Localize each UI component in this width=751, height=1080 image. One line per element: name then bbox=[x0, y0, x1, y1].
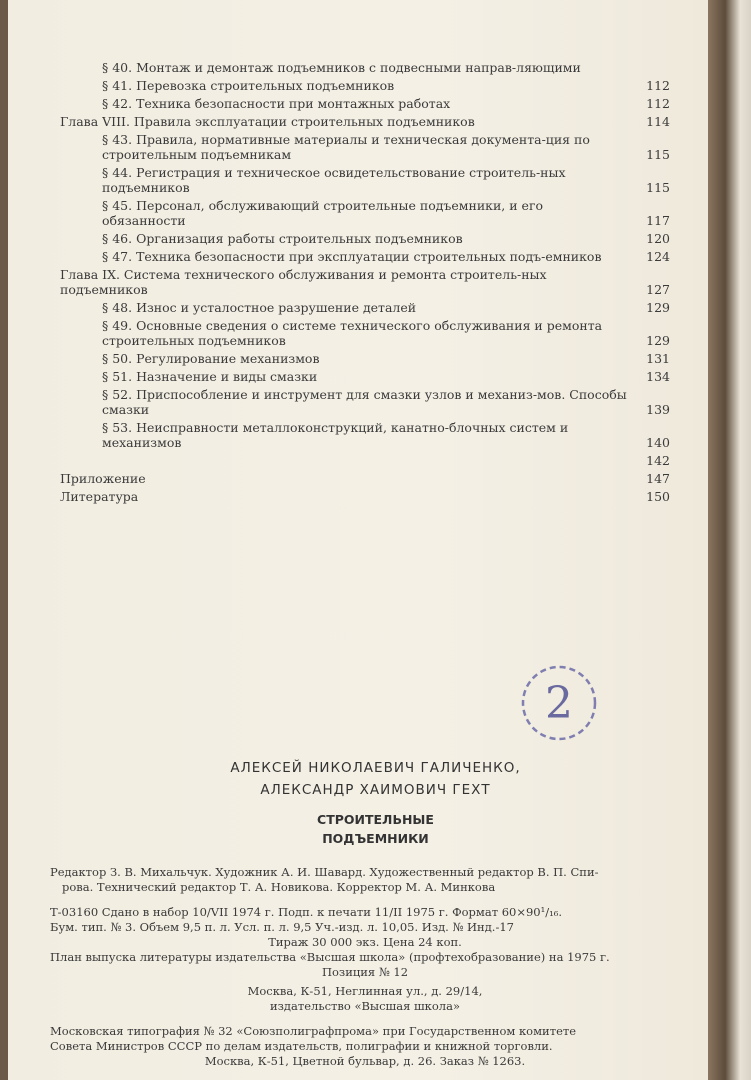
toc-entry bbox=[60, 489, 670, 504]
imprint-printer-3: Москва, К-51, Цветной бульвар, д. 26. Заказ № 1263. bbox=[204, 1054, 526, 1068]
toc-entry-page: 134 bbox=[646, 369, 670, 384]
toc-entry-title: § 44. Регистрация и техническое освидетельствование строитель-ных подъемников bbox=[102, 165, 566, 195]
toc-entry bbox=[60, 96, 670, 111]
toc-entry-page: 124 bbox=[646, 249, 670, 264]
imprint-editors-2: рова. Технический редактор Т. А. Новикова. Корректор М. А. Минкова bbox=[62, 880, 496, 894]
toc-entry-title: § 47. Техника безопасности при эксплуатации строительных подъ-емников bbox=[102, 249, 602, 264]
toc-entry bbox=[60, 165, 670, 195]
imprint-printer-1: Московская типография № 32 «Союзполиграфпрома» при Государственном комитете bbox=[50, 1024, 577, 1038]
imprint-tech-3: Тираж 30 000 экз. Цена 24 коп. bbox=[268, 935, 462, 949]
toc-entry-title: Глава VIII. Правила эксплуатации строительных подъемников bbox=[60, 114, 475, 129]
toc-entry-page: 142 bbox=[646, 453, 670, 468]
toc-entry bbox=[60, 249, 670, 264]
toc-entry-page: 129 bbox=[646, 333, 670, 348]
toc-entry-page: 115 bbox=[646, 147, 670, 162]
toc-entry-page: 112 bbox=[646, 78, 670, 93]
toc-entry-page: 140 bbox=[646, 435, 670, 450]
toc-entry bbox=[60, 420, 670, 450]
imprint-tech-1: Т-03160 Сдано в набор 10/VII 1974 г. Подп. к печати 11/II 1975 г. Формат 60×90¹/₁₆. bbox=[50, 905, 562, 919]
toc-entry-title: § 40. Монтаж и демонтаж подъемников с подвесными направ-ляющими bbox=[102, 60, 581, 75]
toc-entry-page: 115 bbox=[646, 180, 670, 195]
toc-entry-title: § 45. Персонал, обслуживающий строительные подъемники, и его обязанности bbox=[102, 198, 544, 228]
book-title-line-1: СТРОИТЕЛЬНЫЕ bbox=[317, 812, 434, 827]
book-spine-edge bbox=[708, 0, 751, 1080]
toc-entry-title: § 48. Износ и усталостное разрушение деталей bbox=[102, 300, 417, 315]
toc-entry bbox=[60, 351, 670, 366]
stamp-digit: 2 bbox=[545, 678, 573, 729]
toc-entry-page: 147 bbox=[646, 471, 670, 486]
imprint-plan: План выпуска литературы издательства «Высшая школа» (профтехобразование) на 1975 г. bbox=[50, 950, 610, 964]
imprint-tech-2: Бум. тип. № 3. Объем 9,5 п. л. Усл. п. л. 9,5 Уч.-изд. л. 10,05. Изд. № Инд.-17 bbox=[50, 920, 514, 934]
toc-entry-title: § 43. Правила, нормативные материалы и техническая документа-ция по строительным подъемникам bbox=[102, 132, 590, 162]
toc-entry-title: § 53. Неисправности металлоконструкций, канатно-блочных систем и механизмов bbox=[102, 420, 569, 450]
toc-entry bbox=[60, 300, 670, 315]
imprint-printer-2: Совета Министров СССР по делам издательств, полиграфии и книжной торговли. bbox=[50, 1039, 553, 1053]
author-2: АЛЕКСАНДР ХАИМОВИЧ ГЕХТ bbox=[260, 782, 491, 798]
imprint-position: Позиция № 12 bbox=[321, 965, 409, 979]
toc-entry bbox=[60, 78, 670, 93]
toc-entry-page: 131 bbox=[646, 351, 670, 366]
toc-entry bbox=[60, 387, 670, 417]
toc-entry bbox=[60, 369, 670, 384]
toc-entry-page: 129 bbox=[646, 300, 670, 315]
toc-entry bbox=[60, 198, 670, 228]
toc-entry-title: § 51. Назначение и виды смазки bbox=[102, 369, 318, 384]
ink-stamp bbox=[518, 662, 600, 744]
toc-entry-title: § 46. Организация работы строительных подъемников bbox=[102, 231, 463, 246]
book-title-line-2: ПОДЪЕМНИКИ bbox=[322, 831, 429, 846]
toc-entry-page: 127 bbox=[646, 282, 670, 297]
toc-entry-page: 117 bbox=[646, 213, 670, 228]
toc-entry-title: § 52. Приспособление и инструмент для смазки узлов и механиз-мов. Способы смазки bbox=[102, 387, 627, 417]
imprint-address-2: издательство «Высшая школа» bbox=[269, 999, 460, 1013]
toc-entry bbox=[60, 114, 670, 129]
table-of-contents bbox=[60, 60, 670, 507]
toc-entry-page: 114 bbox=[646, 114, 670, 129]
toc-entry bbox=[60, 471, 670, 486]
toc-entry bbox=[60, 318, 670, 348]
toc-entry-title: § 41. Перевозка строительных подъемников bbox=[102, 78, 395, 93]
imprint-editors-1: Редактор З. В. Михальчук. Художник А. И. Шавард. Художественный редактор В. П. Спи- bbox=[50, 865, 599, 879]
imprint-block bbox=[50, 865, 680, 1069]
toc-entry-page: 120 bbox=[646, 231, 670, 246]
toc-entry-page: 150 bbox=[646, 489, 670, 504]
toc-entry bbox=[60, 60, 670, 75]
toc-entry bbox=[60, 267, 670, 297]
toc-entry-title: Литература bbox=[60, 489, 139, 504]
toc-entry-title: § 49. Основные сведения о системе технического обслуживания и ремонта строительных подъемников bbox=[102, 318, 603, 348]
toc-entry bbox=[60, 453, 670, 468]
toc-entry-page: 112 bbox=[646, 96, 670, 111]
toc-entry-page: 139 bbox=[646, 402, 670, 417]
toc-entry-title: § 42. Техника безопасности при монтажных работах bbox=[102, 96, 451, 111]
toc-entry-title: Глава IX. Система технического обслуживания и ремонта строитель-ных подъемников bbox=[60, 267, 547, 297]
imprint-address-1: Москва, К-51, Неглинная ул., д. 29/14, bbox=[247, 984, 483, 998]
toc-entry-title: § 50. Регулирование механизмов bbox=[102, 351, 320, 366]
author-1: АЛЕКСЕЙ НИКОЛАЕВИЧ ГАЛИЧЕНКО, bbox=[230, 760, 521, 776]
toc-entry bbox=[60, 132, 670, 162]
toc-entry-title: Приложение bbox=[60, 471, 146, 486]
toc-entry bbox=[60, 231, 670, 246]
